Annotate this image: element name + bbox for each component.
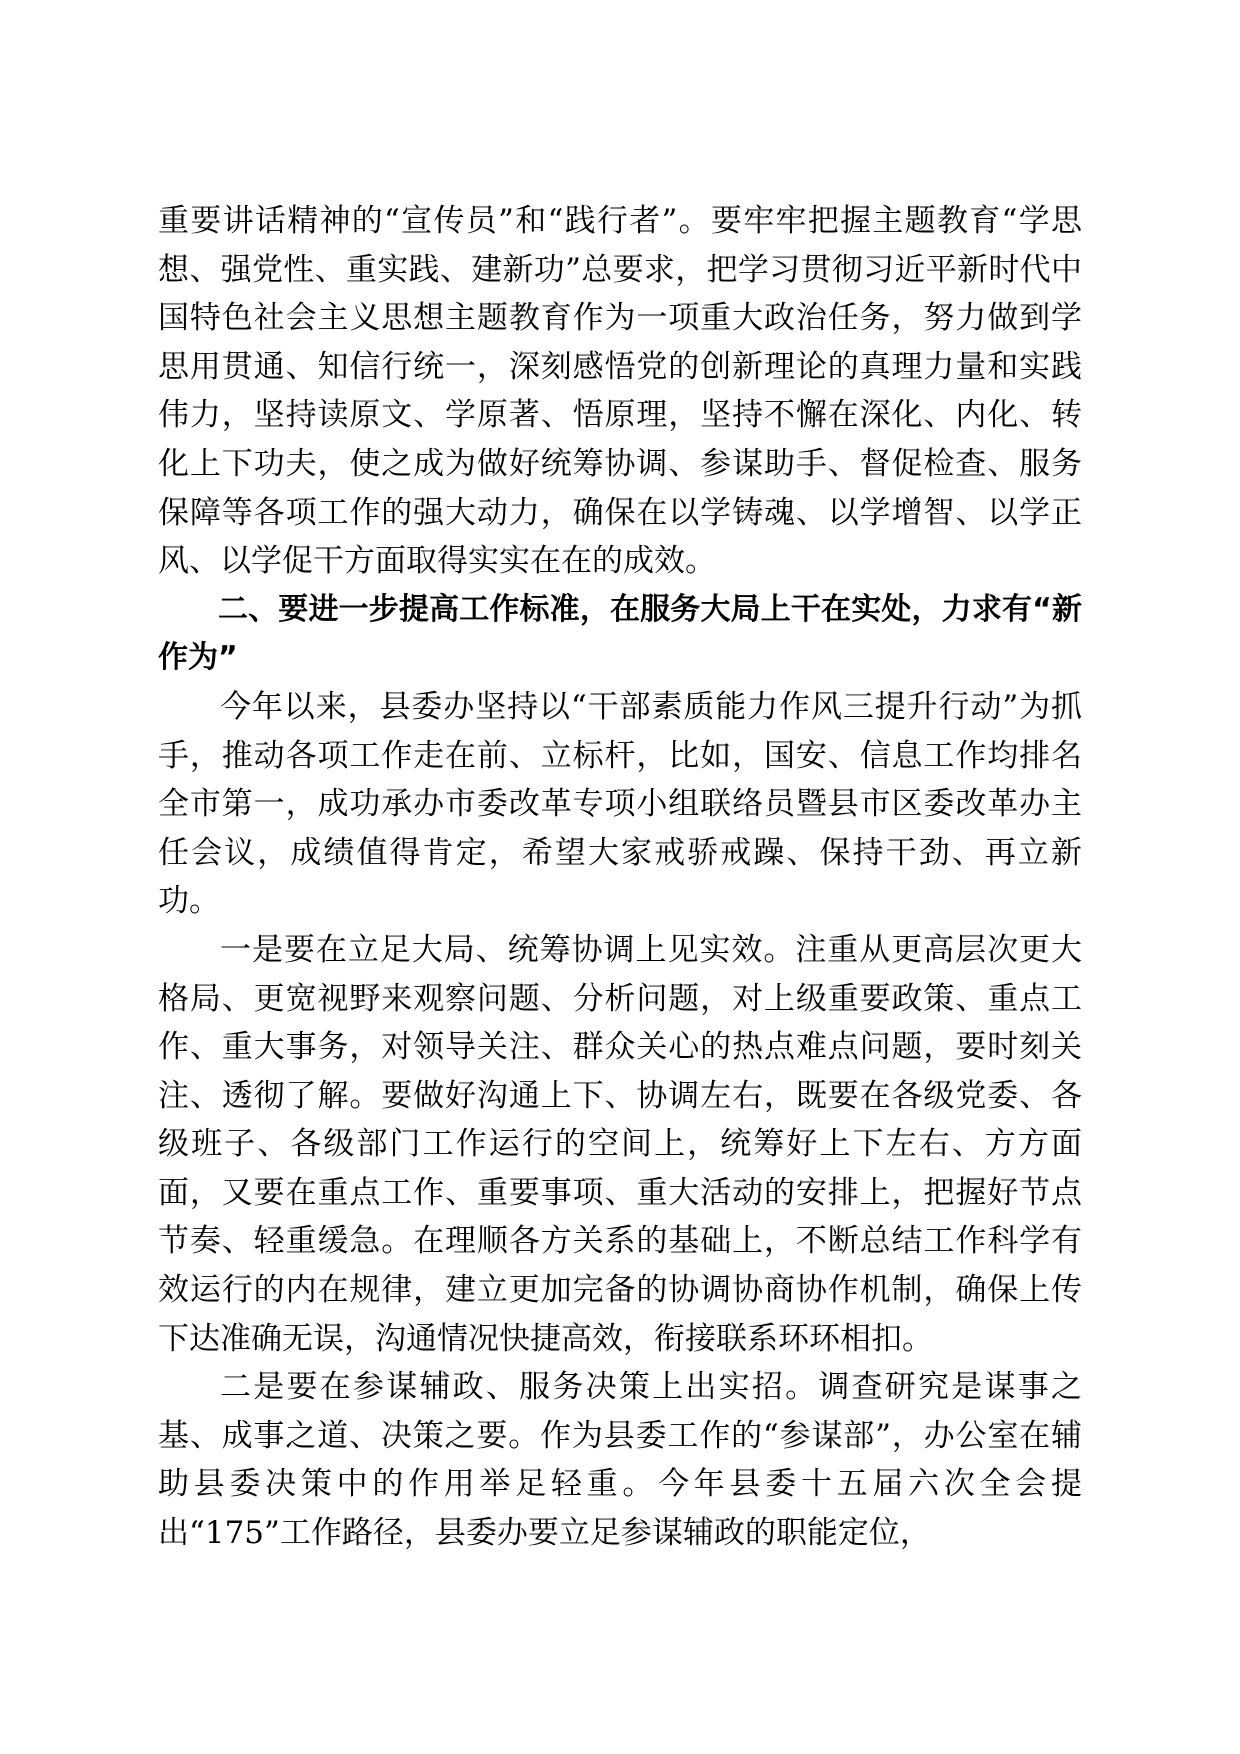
document-page <box>158 197 1082 1558</box>
paragraph-continued: 重要讲话精神的“宣传员”和“践行者”。要牢牢把握主题教育“学思想、强党性、重实践、建新功”总要求，把学习贯彻习近平新时代中国特色社会主义思想主题教育作为一项重大政治任务，努力做到学思用贯通、知信行统一，深刻感悟党的创新理论的真理力量和实践伟力，坚持读原文、学原著、悟原理，坚持不懈在深化、内化、转化上下功夫，使之成为做好统筹协调、参谋助手、督促检查、服务保障等各项工作的强大动力，确保在以学铸魂、以学增智、以学正风、以学促干方面取得实实在在的成效。 <box>158 203 1082 580</box>
paragraph-intro: 今年以来，县委办坚持以“干部素质能力作风三提升行动”为抓手，推动各项工作走在前、立标杆，比如，国安、信息工作均排名全市第一，成功承办市委改革专项小组联络员暨县市区委改革办主任会议，成绩值得肯定，希望大家戒骄戒躁、保持干劲、再立新功。 <box>158 688 1082 920</box>
paragraph-point-two: 二是要在参谋辅政、服务决策上出实招。调查研究是谋事之基、成事之道、决策之要。作为县委工作的“参谋部”，办公室在辅助县委决策中的作用举足轻重。今年县委十五届六次全会提出“175”工作路径，县委办要立足参谋辅政的职能定位， <box>158 1369 1082 1552</box>
paragraph-point-one: 一是要在立足大局、统筹协调上见实效。注重从更高层次更大格局、更宽视野来观察问题、分析问题，对上级重要政策、重点工作、重大事务，对领导关注、群众关心的热点难点问题，要时刻关注、透彻了解。要做好沟通上下、协调左右，既要在各级党委、各级班子、各级部门工作运行的空间上，统筹好上下左右、方方面面，又要在重点工作、重要事项、重大活动的安排上，把握好节点节奏、轻重缓急。在理顺各方关系的基础上，不断总结工作科学有效运行的内在规律，建立更加完备的协调协商协作机制，确保上传下达准确无误，沟通情况快捷高效，衔接联系环环相扣。 <box>158 931 1082 1357</box>
section-heading: 二、要进一步提高工作标准，在服务大局上干在实处，力求有“新作为” <box>158 591 1082 676</box>
